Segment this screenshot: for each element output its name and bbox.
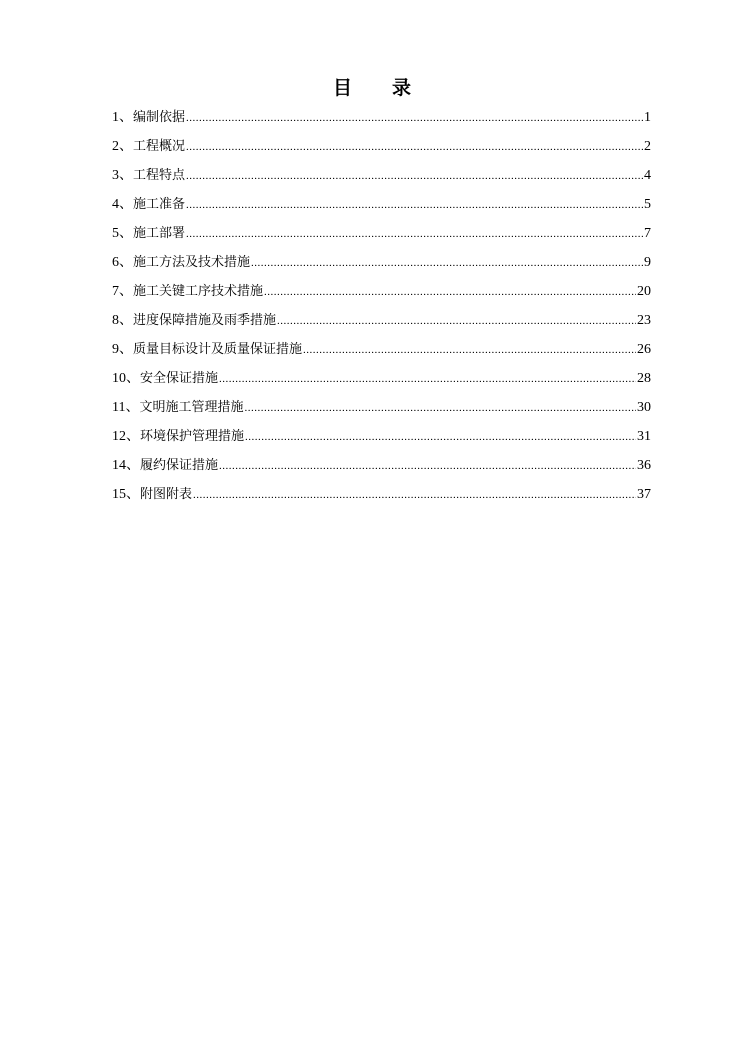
toc-entry[interactable]: [112, 222, 651, 251]
toc-entry-number: 5、: [112, 226, 133, 241]
toc-entry-title: 工程概况: [133, 139, 186, 154]
toc-entry-label: [112, 367, 218, 391]
toc-entry-number: 3、: [112, 168, 133, 183]
toc-entry-number: 14、: [112, 458, 140, 473]
toc-entry-title: 施工方法及技术措施: [133, 255, 251, 270]
toc-entry-label: [112, 396, 244, 420]
toc-entry[interactable]: [112, 280, 651, 309]
dot-leader: [303, 338, 636, 362]
title-char-2: 录: [392, 77, 412, 99]
dot-leader: [245, 425, 636, 449]
toc-entry-label: [112, 454, 218, 478]
page-title: [0, 76, 744, 100]
toc-entry-page: 37: [637, 487, 651, 502]
toc-entry-number: 1、: [112, 110, 133, 125]
toc-entry[interactable]: [112, 193, 651, 222]
toc-entry[interactable]: [112, 135, 651, 164]
toc-entry-page: 20: [637, 284, 651, 299]
toc-entry[interactable]: [112, 425, 651, 454]
toc-entry-page: 30: [637, 400, 651, 415]
toc-entry-title: 进度保障措施及雨季措施: [133, 313, 277, 328]
toc-entry-number: 7、: [112, 284, 133, 299]
toc-entry-title: 安全保证措施: [140, 371, 219, 386]
toc-entry-title: 工程特点: [133, 168, 186, 183]
toc-entry-number: 8、: [112, 313, 133, 328]
dot-leader: [219, 454, 636, 478]
dot-leader: [186, 222, 643, 246]
toc-entry[interactable]: [112, 367, 651, 396]
toc-entry-number: 2、: [112, 139, 133, 154]
toc-entry[interactable]: [112, 338, 651, 367]
toc-entry-number: 9、: [112, 342, 133, 357]
toc-entry-number: 12、: [112, 429, 140, 444]
dot-leader: [264, 280, 636, 304]
toc-entry-page: 1: [644, 110, 651, 125]
toc-entry-title: 文明施工管理措施: [139, 400, 244, 415]
toc-entry-page: 4: [644, 168, 651, 183]
dot-leader: [186, 164, 643, 188]
toc-entry-label: [112, 106, 185, 130]
toc-entry-label: [112, 164, 185, 188]
toc-entry-page: 2: [644, 139, 651, 154]
toc-entry-page: 26: [637, 342, 651, 357]
toc-entry-label: [112, 135, 185, 159]
toc-entry-page: 9: [644, 255, 651, 270]
toc-entry-page: 5: [644, 197, 651, 212]
toc-entry-number: 11、: [112, 400, 140, 415]
toc-entry-title: 附图附表: [140, 487, 193, 502]
toc-entry-number: 6、: [112, 255, 133, 270]
toc-entry-title: 施工准备: [133, 197, 186, 212]
toc-entry[interactable]: [112, 454, 651, 483]
toc-entry-page: 36: [637, 458, 651, 473]
toc-entry-number: 4、: [112, 197, 133, 212]
toc-entry-title: 施工关键工序技术措施: [133, 284, 264, 299]
toc-entry-title: 质量目标设计及质量保证措施: [133, 342, 303, 357]
toc-entry[interactable]: [112, 483, 651, 512]
toc-entry[interactable]: [112, 309, 651, 338]
dot-leader: [186, 135, 643, 159]
toc-entry-label: [112, 222, 185, 246]
title-char-1: 目: [332, 77, 352, 99]
toc-entry-page: 7: [644, 226, 651, 241]
toc-entry-label: [112, 309, 276, 333]
toc-entry-label: [112, 193, 185, 217]
toc-entry-page: 23: [637, 313, 651, 328]
dot-leader: [277, 309, 636, 333]
toc-entry-number: 10、: [112, 371, 140, 386]
dot-leader: [186, 193, 643, 217]
toc-entry-title: 编制依据: [133, 110, 186, 125]
dot-leader: [193, 483, 636, 507]
table-of-contents: [112, 106, 651, 512]
toc-entry-page: 28: [637, 371, 651, 386]
toc-entry-number: 15、: [112, 487, 140, 502]
toc-entry-label: [112, 483, 192, 507]
dot-leader: [219, 367, 636, 391]
toc-entry-title: 施工部署: [133, 226, 186, 241]
toc-entry[interactable]: [112, 396, 651, 425]
dot-leader: [245, 396, 637, 420]
toc-entry-page: 31: [637, 429, 651, 444]
toc-entry-label: [112, 280, 263, 304]
toc-entry-label: [112, 425, 244, 449]
toc-entry-title: 环境保护管理措施: [140, 429, 245, 444]
toc-entry-title: 履约保证措施: [140, 458, 219, 473]
toc-entry[interactable]: [112, 106, 651, 135]
toc-entry[interactable]: [112, 164, 651, 193]
dot-leader: [186, 106, 643, 130]
toc-entry[interactable]: [112, 251, 651, 280]
toc-entry-label: [112, 251, 250, 275]
dot-leader: [251, 251, 643, 275]
toc-entry-label: [112, 338, 302, 362]
